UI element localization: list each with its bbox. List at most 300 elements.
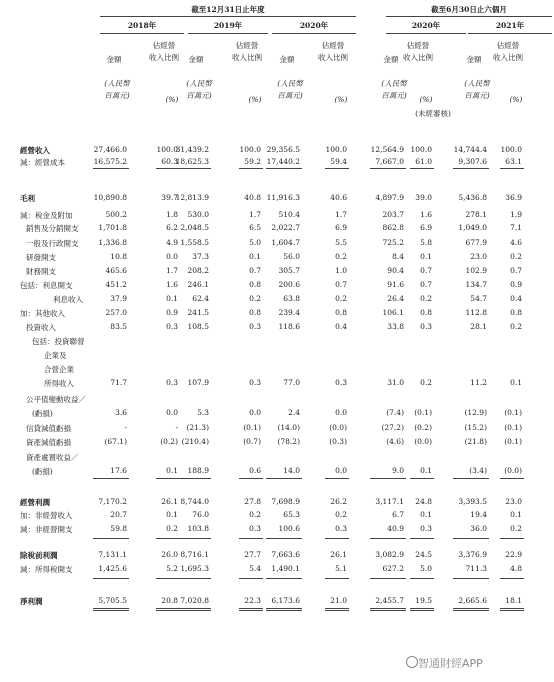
row-label: 包括：投資聯營 [32, 337, 85, 346]
row-label: 所得收入 [44, 379, 74, 388]
cell-amount: 278.1 [465, 210, 487, 219]
header-unit-pct-0: (%) [165, 95, 179, 104]
cell-ratio: 5.5 [335, 238, 347, 247]
cell-ratio: 1.0 [335, 266, 347, 275]
cell-amount: 6.7 [392, 510, 404, 519]
cell-amount: 1,425.6 [98, 564, 127, 573]
cell-ratio: (0.1) [414, 408, 432, 417]
cell-ratio: 39.0 [415, 193, 432, 202]
cell-ratio: (0.3) [329, 437, 347, 446]
cell-amount: 7,663.6 [271, 550, 300, 559]
cell-amount: 11.2 [470, 378, 487, 387]
cell-amount: 37.9 [110, 294, 127, 303]
cell-ratio: 1.7 [249, 210, 261, 219]
row-label: 信貸減值虧損 [26, 424, 71, 433]
row-label: 企業及 [44, 351, 67, 360]
cell-ratio: 0.4 [510, 294, 522, 303]
header-year-1: 2019年 [213, 21, 243, 30]
cell-amount: 134.7 [465, 280, 487, 289]
row-label: 資產處置收益／ [26, 453, 79, 462]
cell-amount: 465.6 [105, 266, 127, 275]
cell-ratio: 22.3 [244, 596, 261, 605]
cell-ratio: 0.0 [335, 408, 347, 417]
cell-ratio: 0.3 [249, 524, 261, 533]
header-rule-group2 [386, 16, 552, 17]
header-rule-year-4 [468, 33, 552, 34]
rule-after-net-pct-3 [410, 608, 434, 609]
cell-ratio: 0.2 [420, 378, 432, 387]
cell-amount: 10.8 [110, 252, 127, 261]
cell-ratio: 1.7 [166, 266, 178, 275]
cell-amount: 31.0 [387, 378, 404, 387]
cell-amount: (3.4) [469, 466, 487, 475]
rule-after-net-amt2-1 [175, 610, 211, 611]
cell-ratio: 24.5 [415, 550, 432, 559]
cell-amount: - [124, 423, 127, 432]
cell-amount: 54.7 [470, 294, 487, 303]
rule-after-net-pct2-2 [325, 610, 349, 611]
rule-before-net-pct-1 [239, 578, 263, 579]
cell-ratio: (0.1) [243, 423, 261, 432]
rule-after-net-amt2-4 [453, 610, 489, 611]
cell-ratio: 60.3 [161, 157, 178, 166]
rule-after-gains-amt-1 [175, 478, 211, 479]
cell-amount: 102.9 [465, 266, 487, 275]
cell-amount: 451.2 [105, 280, 127, 289]
rule-after-cost-pct-3 [410, 168, 434, 169]
cell-amount: 530.0 [187, 210, 209, 219]
rule-after-net-pct-2 [325, 608, 349, 609]
cell-ratio: 40.8 [244, 193, 261, 202]
cell-amount: 1,701.8 [98, 223, 127, 232]
header-ratio-2: 佔經營 收入比例 [318, 41, 348, 62]
rule-after-gains-pct-1 [239, 478, 263, 479]
header-ratio-0: 佔經營 收入比例 [149, 41, 179, 62]
cell-amount: 7,170.2 [98, 497, 127, 506]
cell-amount: 76.0 [192, 510, 209, 519]
rule-after-cost-amt-0 [93, 168, 129, 169]
cell-amount: 239.4 [278, 308, 300, 317]
cell-ratio: 0.0 [166, 252, 178, 261]
cell-ratio: 0.3 [249, 378, 261, 387]
cell-ratio: - [175, 423, 178, 432]
header-year-2: 2020年 [299, 21, 329, 30]
cell-ratio: (0.1) [504, 423, 522, 432]
header-unit-amount-1: (人民幣 百萬元) [186, 79, 212, 100]
row-label: 除稅前利潤 [20, 551, 58, 560]
cell-ratio: 39.7 [161, 193, 178, 202]
cell-amount: 7,131.1 [98, 550, 127, 559]
cell-amount: 3.6 [115, 408, 127, 417]
cell-amount: 203.7 [382, 210, 404, 219]
cell-amount: 28.1 [470, 322, 487, 331]
cell-ratio: 1.6 [166, 280, 178, 289]
cell-ratio: 0.1 [510, 378, 522, 387]
rule-after-net-pct2-1 [239, 610, 263, 611]
cell-amount: 1,336.8 [98, 238, 127, 247]
rule-after-cost-amt-1 [175, 168, 211, 169]
cell-amount: 257.0 [105, 308, 127, 317]
rule-after-cost-pct-1 [239, 168, 263, 169]
cell-amount: (27.2) [381, 423, 404, 432]
row-label: 經營利潤 [20, 498, 50, 507]
header-unit-amount-0: (人民幣 百萬元) [104, 79, 130, 100]
cell-ratio: 0.0 [249, 408, 261, 417]
row-label: 一般及行政開支 [26, 239, 79, 248]
cell-amount: 8.4 [392, 252, 404, 261]
cell-amount: 9.0 [392, 466, 404, 475]
header-year-0: 2018年 [127, 21, 157, 30]
cell-amount: 108.5 [187, 322, 209, 331]
rule-before-pretax-pct-2 [325, 538, 349, 539]
cell-amount: 862.8 [382, 223, 404, 232]
row-label: 研發開支 [26, 253, 56, 262]
cell-ratio: 36.9 [505, 193, 522, 202]
rule-before-net-amt-4 [453, 578, 489, 579]
cell-amount: 2,048.5 [180, 223, 209, 232]
cell-amount: 1,049.0 [458, 223, 487, 232]
rule-after-gains-amt-0 [93, 478, 129, 479]
cell-ratio: 5.0 [420, 564, 432, 573]
cell-ratio: (0.7) [243, 437, 261, 446]
header-amount-2: 金額 [279, 55, 295, 64]
cell-ratio: 0.8 [510, 308, 522, 317]
rule-after-cost-amt-4 [453, 168, 489, 169]
cell-amount: 100.6 [278, 524, 300, 533]
cell-amount: (21.8) [464, 437, 487, 446]
rule-before-net-amt-2 [266, 578, 302, 579]
rule-after-net-amt2-0 [93, 610, 129, 611]
rule-after-gains-amt-3 [370, 478, 406, 479]
cell-ratio: 26.1 [330, 550, 347, 559]
header-unit-amount-3: (人民幣 百萬元) [381, 79, 407, 100]
cell-ratio: 0.8 [335, 308, 347, 317]
cell-amount: 8,744.0 [180, 497, 209, 506]
rule-before-net-pct-2 [325, 578, 349, 579]
cell-amount: 62.4 [192, 294, 209, 303]
header-unit-amount-2: (人民幣 百萬元) [277, 79, 303, 100]
cell-amount: 17,440.2 [266, 157, 300, 166]
rule-after-net-amt-0 [93, 608, 129, 609]
rule-after-net-pct-1 [239, 608, 263, 609]
cell-amount: 12,564.9 [370, 145, 404, 154]
header-unaudited: (未經審核) [415, 109, 451, 118]
cell-amount: 11,916.3 [266, 193, 300, 202]
cell-ratio: 20.8 [161, 596, 178, 605]
cell-amount: 107.9 [187, 378, 209, 387]
cell-ratio: 0.0 [335, 466, 347, 475]
header-ratio-3: 佔經營 收入比例 [403, 41, 433, 62]
cell-ratio: 0.2 [249, 510, 261, 519]
cell-amount: 17.6 [110, 466, 127, 475]
cell-ratio: 22.9 [505, 550, 522, 559]
rule-before-pretax-amt-0 [93, 538, 129, 539]
header-unit-pct-4: (%) [509, 95, 523, 104]
row-label: 銷售及分銷開支 [26, 224, 79, 233]
cell-amount: 19.4 [470, 510, 487, 519]
cell-amount: 26.4 [387, 294, 404, 303]
cell-amount: 4,897.9 [375, 193, 404, 202]
cell-amount: 12,813.9 [175, 193, 209, 202]
cell-ratio: 1.7 [335, 210, 347, 219]
cell-ratio: 21.0 [330, 596, 347, 605]
cell-ratio: 59.2 [244, 157, 261, 166]
header-rule-group1 [100, 16, 356, 17]
rule-after-net-pct-4 [500, 608, 524, 609]
rule-after-cost-amt-3 [370, 168, 406, 169]
rule-after-net-amt-1 [175, 608, 211, 609]
cell-ratio: 0.2 [166, 524, 178, 533]
cell-ratio: 0.2 [510, 322, 522, 331]
cell-amount: 3,376.9 [458, 550, 487, 559]
cell-amount: 6,173.6 [271, 596, 300, 605]
header-amount-1: 金額 [188, 55, 204, 64]
cell-ratio: 6.9 [420, 223, 432, 232]
cell-ratio: (0.2) [414, 423, 432, 432]
cell-ratio: 0.3 [335, 378, 347, 387]
cell-amount: 1,490.1 [271, 564, 300, 573]
cell-ratio: 1.9 [510, 210, 522, 219]
header-year-4: 2021年 [495, 21, 525, 30]
cell-amount: 5,705.5 [98, 596, 127, 605]
cell-amount: (12.9) [464, 408, 487, 417]
cell-ratio: 0.0 [166, 408, 178, 417]
row-label: 經營收入 [20, 146, 50, 155]
cell-ratio: 0.2 [420, 294, 432, 303]
cell-amount: (4.6) [386, 437, 404, 446]
row-label: 利息收入 [53, 295, 83, 304]
cell-amount: 2,665.6 [458, 596, 487, 605]
cell-amount: 90.4 [387, 266, 404, 275]
rule-after-gains-pct-3 [410, 478, 434, 479]
rule-after-gains-amt-2 [266, 478, 302, 479]
cell-ratio: 5.4 [249, 564, 261, 573]
cell-ratio: 63.1 [505, 157, 522, 166]
cell-ratio: 6.2 [166, 223, 178, 232]
cell-ratio: 0.1 [249, 252, 261, 261]
cell-ratio: (0.0) [414, 437, 432, 446]
cell-ratio: (0.0) [329, 423, 347, 432]
cell-amount: 188.9 [187, 466, 209, 475]
cell-amount: (67.1) [104, 437, 127, 446]
rule-after-net-amt-2 [266, 608, 302, 609]
cell-amount: 40.9 [387, 524, 404, 533]
cell-amount: 7,698.9 [271, 497, 300, 506]
cell-amount: (78.2) [277, 437, 300, 446]
cell-ratio: 0.3 [420, 322, 432, 331]
header-rule-year-1 [188, 33, 268, 34]
cell-ratio: 0.9 [510, 280, 522, 289]
cell-amount: 5.3 [197, 408, 209, 417]
header-amount-3: 金額 [383, 55, 399, 64]
cell-ratio: 18.1 [505, 596, 522, 605]
cell-ratio: 0.3 [335, 524, 347, 533]
cell-ratio: 4.8 [510, 564, 522, 573]
cell-amount: (210.4) [181, 437, 209, 446]
cell-ratio: 0.1 [166, 294, 178, 303]
cell-ratio: 4.6 [510, 238, 522, 247]
cell-ratio: 100.0 [410, 145, 432, 154]
cell-amount: 9,307.6 [458, 157, 487, 166]
cell-ratio: 0.7 [249, 266, 261, 275]
cell-amount: 2,455.7 [375, 596, 404, 605]
cell-ratio: 0.1 [420, 510, 432, 519]
rule-before-pretax-pct-1 [239, 538, 263, 539]
header-unit-amount-4: (人民幣 百萬元) [464, 79, 490, 100]
cell-amount: 59.8 [110, 524, 127, 533]
cell-amount: 3,393.5 [458, 497, 487, 506]
cell-amount: 7,020.8 [180, 596, 209, 605]
cell-ratio: 0.6 [249, 466, 261, 475]
cell-amount: 118.6 [278, 322, 300, 331]
cell-amount: 200.6 [278, 280, 300, 289]
cell-ratio: 1.8 [166, 210, 178, 219]
rule-before-net-amt-3 [370, 578, 406, 579]
cell-amount: 7,667.0 [375, 157, 404, 166]
cell-ratio: 27.8 [244, 497, 261, 506]
row-label: 加：其他收入 [20, 309, 65, 318]
header-rule-year-3 [386, 33, 466, 34]
cell-ratio: (0.1) [504, 408, 522, 417]
row-label: 減：經營成本 [20, 158, 65, 167]
cell-ratio: 0.7 [420, 280, 432, 289]
cell-amount: 27,466.0 [93, 145, 127, 154]
cell-ratio: 0.1 [166, 510, 178, 519]
cell-amount: 3,117.1 [375, 497, 404, 506]
cell-ratio: 0.2 [510, 252, 522, 261]
cell-amount: 65.3 [283, 510, 300, 519]
row-label: 財務開支 [26, 267, 56, 276]
rule-after-gains-pct-4 [500, 478, 524, 479]
cell-ratio: 0.7 [510, 266, 522, 275]
cell-ratio: 5.8 [420, 238, 432, 247]
cell-amount: 246.1 [187, 280, 209, 289]
cell-ratio: 6.9 [335, 223, 347, 232]
cell-amount: 20.7 [110, 510, 127, 519]
cell-ratio: 24.8 [415, 497, 432, 506]
cell-amount: 677.9 [465, 238, 487, 247]
header-year-3: 2020年 [411, 21, 441, 30]
row-label: 資產減值虧損 [26, 438, 71, 447]
row-label: 包括：利息開支 [20, 281, 73, 290]
cell-amount: 208.2 [187, 266, 209, 275]
rule-before-net-pct-3 [410, 578, 434, 579]
cell-ratio: 0.7 [335, 280, 347, 289]
cell-ratio: 26.1 [161, 497, 178, 506]
header-group-halfyear: 截至6月30日止六個月 [431, 5, 507, 14]
cell-ratio: 1.6 [420, 210, 432, 219]
rule-after-net-amt2-2 [266, 610, 302, 611]
cell-ratio: 0.2 [510, 524, 522, 533]
cell-amount: 2.4 [288, 408, 300, 417]
rule-before-net-amt-1 [175, 578, 211, 579]
cell-ratio: 0.2 [249, 294, 261, 303]
row-label: 公平值變動收益／ [26, 395, 86, 404]
rule-after-net-amt2-3 [370, 610, 406, 611]
header-rule-year-2 [272, 33, 356, 34]
cell-amount: 510.4 [278, 210, 300, 219]
rule-before-pretax-amt-3 [370, 538, 406, 539]
cell-ratio: 0.1 [166, 466, 178, 475]
cell-ratio: 0.2 [335, 294, 347, 303]
cell-ratio: 100.0 [156, 145, 178, 154]
rule-after-net-pct2-3 [410, 610, 434, 611]
row-label: 減：非經營開支 [20, 525, 73, 534]
row-label: 加：非經營收入 [20, 511, 73, 520]
rule-after-cost-pct-4 [500, 168, 524, 169]
cell-amount: 33.8 [387, 322, 404, 331]
header-group-years: 截至12月31日止年度 [191, 5, 265, 14]
cell-ratio: 26.0 [161, 550, 178, 559]
cell-ratio: 0.8 [249, 280, 261, 289]
cell-ratio: 0.8 [249, 308, 261, 317]
header-ratio-1: 佔經營 收入比例 [232, 41, 262, 62]
cell-amount: 71.7 [110, 378, 127, 387]
cell-amount: 1,604.7 [271, 238, 300, 247]
cell-ratio: 7.1 [510, 223, 522, 232]
cell-amount: 56.0 [283, 252, 300, 261]
rule-after-net-pct2-4 [500, 610, 524, 611]
cell-ratio: 59.4 [330, 157, 347, 166]
cell-amount: 106.1 [382, 308, 404, 317]
cell-amount: 63.8 [283, 294, 300, 303]
cell-amount: 1,558.5 [180, 238, 209, 247]
cell-ratio: 23.0 [505, 497, 522, 506]
row-label: 投資收入 [26, 323, 56, 332]
cell-ratio: 100.0 [325, 145, 347, 154]
cell-ratio: 40.6 [330, 193, 347, 202]
rule-before-pretax-pct-4 [500, 538, 524, 539]
row-label: 減：稅金及附加 [20, 211, 73, 220]
cell-ratio: 0.1 [420, 466, 432, 475]
cell-amount: 36.0 [470, 524, 487, 533]
header-amount-4: 金額 [466, 55, 482, 64]
cell-ratio: 5.2 [166, 564, 178, 573]
rule-before-pretax-amt-1 [175, 538, 211, 539]
cell-amount: 18,625.3 [175, 157, 209, 166]
cell-ratio: 0.8 [420, 308, 432, 317]
cell-amount: 10,890.8 [93, 193, 127, 202]
cell-ratio: 19.5 [415, 596, 432, 605]
cell-ratio: 0.3 [249, 322, 261, 331]
cell-ratio: (0.1) [504, 437, 522, 446]
row-label: (虧損) [32, 467, 53, 476]
cell-ratio: 5.0 [249, 238, 261, 247]
rule-after-gains-pct-2 [325, 478, 349, 479]
cell-amount: 8,716.1 [180, 550, 209, 559]
cell-ratio: 6.5 [249, 223, 261, 232]
cell-amount: 3,082.9 [375, 550, 404, 559]
header-unit-pct-3: (%) [419, 95, 433, 104]
cell-amount: 5,436.8 [458, 193, 487, 202]
cell-ratio: (0.0) [504, 466, 522, 475]
cell-ratio: 0.9 [166, 308, 178, 317]
cell-amount: 91.6 [387, 280, 404, 289]
cell-amount: 241.5 [187, 308, 209, 317]
cell-amount: 14,744.4 [453, 145, 487, 154]
cell-amount: 103.8 [187, 524, 209, 533]
cell-ratio: 0.2 [335, 252, 347, 261]
cell-amount: 83.5 [110, 322, 127, 331]
cell-amount: 77.0 [283, 378, 300, 387]
header-ratio-4: 佔經營 收入比例 [493, 41, 523, 62]
cell-ratio: 26.2 [330, 497, 347, 506]
header-rule-year-0 [100, 33, 184, 34]
header-unit-pct-1: (%) [248, 95, 262, 104]
cell-amount: 29,356.5 [266, 145, 300, 154]
cell-ratio: 100.0 [500, 145, 522, 154]
cell-amount: 16,575.2 [93, 157, 127, 166]
